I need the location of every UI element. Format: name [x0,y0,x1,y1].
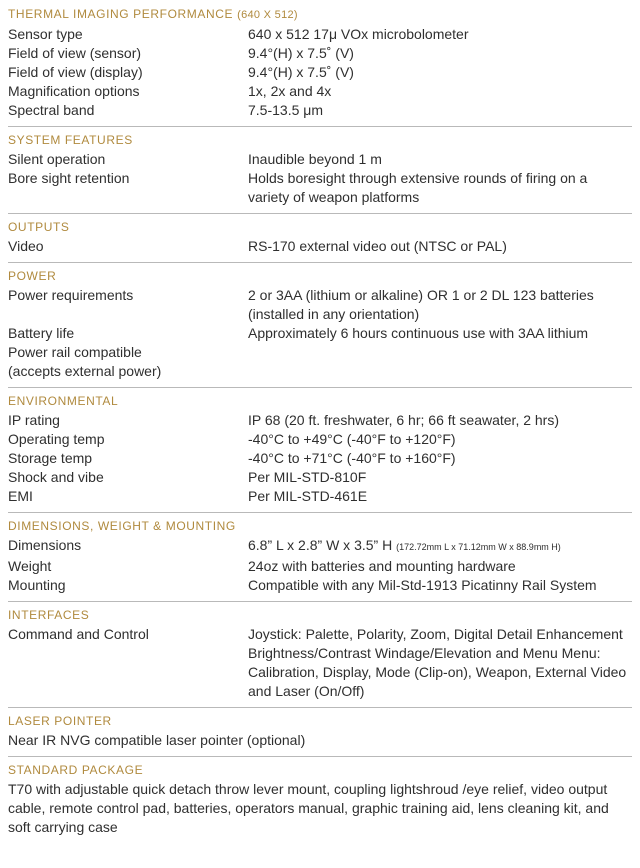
section-heading: OUTPUTS [8,220,70,234]
section-dimensions [8,518,632,602]
spec-value: Holds boresight through extensive rounds of firing on a variety of weapon platforms [248,170,588,205]
section-power [8,268,632,388]
spec-value: 7.5-13.5 μm [248,102,323,118]
spec-label: Magnification options [8,83,140,99]
section-heading: LASER POINTER [8,714,112,728]
spec-label: Spectral band [8,102,95,118]
section-heading: DIMENSIONS, WEIGHT & MOUNTING [8,519,236,533]
spec-value: Approximately 6 hours continuous use with 3AA lithium [248,325,589,341]
spec-value: Joystick: Palette, Polarity, Zoom, Digital Detail Enhancement Brightness/Contrast Windage/Elevation and Menu Menu: Calibration, Display, Mode (Clip-on), Weapon, External Video and Laser (On/Off) [248,626,627,699]
spec-value: Per MIL-STD-461E [248,488,368,504]
spec-value [248,536,632,557]
spec-label: Shock and vibe [8,469,104,485]
spec-label: EMI [8,488,33,504]
spec-value: 9.4°(H) x 7.5˚ (V) [248,64,354,80]
spec-row-fov-display [8,63,632,82]
spec-row-emi [8,487,632,506]
spec-row-ip-rating [8,411,632,430]
spec-value: 640 x 512 17μ VOx microbolometer [248,26,469,42]
section-heading: STANDARD PACKAGE [8,763,144,777]
spec-label: Sensor type [8,26,83,42]
standard-package-text: T70 with adjustable quick detach throw lever mount, coupling lightshroud /eye relief, video output cable, remote control pad, batteries, operators manual, graphic training aid, lens cleaning kit, and soft carrying case [8,781,609,835]
spec-row-power-requirements [8,286,632,324]
spec-label: Power requirements [8,287,134,303]
spec-label: Dimensions [8,537,82,553]
spec-label: Weight [8,558,52,574]
spec-row-weight [8,557,632,576]
spec-value: 1x, 2x and 4x [248,83,332,99]
laser-pointer-text: Near IR NVG compatible laser pointer (optional) [8,732,306,748]
spec-label: Silent operation [8,151,106,167]
spec-label: IP rating [8,412,60,428]
spec-row-operating-temp [8,430,632,449]
dimensions-metric: (172.72mm L x 71.12mm W x 88.9mm H) [396,542,561,552]
spec-row-magnification [8,82,632,101]
heading-resolution: (640 X 512) [237,9,298,21]
dimensions-imperial: 6.8” L x 2.8” W x 3.5” H [248,537,393,553]
spec-label: Command and Control [8,626,149,642]
spec-label: Operating temp [8,431,105,447]
spec-value: RS-170 external video out (NTSC or PAL) [248,238,507,254]
spec-row-sensor-type [8,25,632,44]
spec-value: IP 68 (20 ft. freshwater, 6 hr; 66 ft seawater, 2 hrs) [248,412,560,428]
section-environmental [8,393,632,513]
spec-row-power-rail [8,343,632,381]
section-thermal-imaging [8,6,632,127]
spec-value: -40°C to +71°C (-40°F to +160°F) [248,450,456,466]
spec-label: Mounting [8,577,66,593]
spec-row-storage-temp [8,449,632,468]
spec-label: Storage temp [8,450,93,466]
section-outputs [8,219,632,263]
section-standard-package [8,762,632,843]
spec-label: Video [8,238,44,254]
section-laser-pointer [8,713,632,757]
spec-value: Per MIL-STD-810F [248,469,367,485]
spec-label: Bore sight retention [8,170,130,186]
spec-value: Inaudible beyond 1 m [248,151,382,167]
spec-row-command-control [8,625,632,701]
spec-row-shock-vibe [8,468,632,487]
spec-value: 9.4°(H) x 7.5˚ (V) [248,45,354,61]
spec-label: Battery life [8,325,75,341]
spec-value: -40°C to +49°C (-40°F to +120°F) [248,431,456,447]
section-heading: THERMAL IMAGING PERFORMANCE (640 X 512) [8,7,298,21]
spec-value [168,343,632,381]
spec-row-video [8,237,632,256]
section-interfaces [8,607,632,708]
spec-value: 2 or 3AA (lithium or alkaline) OR 1 or 2 DL 123 batteries (installed in any orientation) [248,287,594,322]
spec-row-mounting [8,576,632,595]
spec-row-bore-sight [8,169,632,207]
spec-value: Compatible with any Mil-Std-1913 Picatinny Rail System [248,577,597,593]
section-heading: INTERFACES [8,608,90,622]
spec-label: Power rail compatible (accepts external power) [8,344,162,379]
spec-label: Field of view (display) [8,64,143,80]
spec-row-spectral-band [8,101,632,120]
spec-label: Field of view (sensor) [8,45,142,61]
spec-row-battery-life [8,324,632,343]
section-heading: ENVIRONMENTAL [8,394,119,408]
section-heading: SYSTEM FEATURES [8,133,133,147]
spec-row-fov-sensor [8,44,632,63]
spec-row-silent-operation [8,150,632,169]
spec-row-dimensions [8,536,632,557]
spec-value: 24oz with batteries and mounting hardware [248,558,516,574]
section-system-features [8,132,632,214]
section-heading: POWER [8,269,57,283]
